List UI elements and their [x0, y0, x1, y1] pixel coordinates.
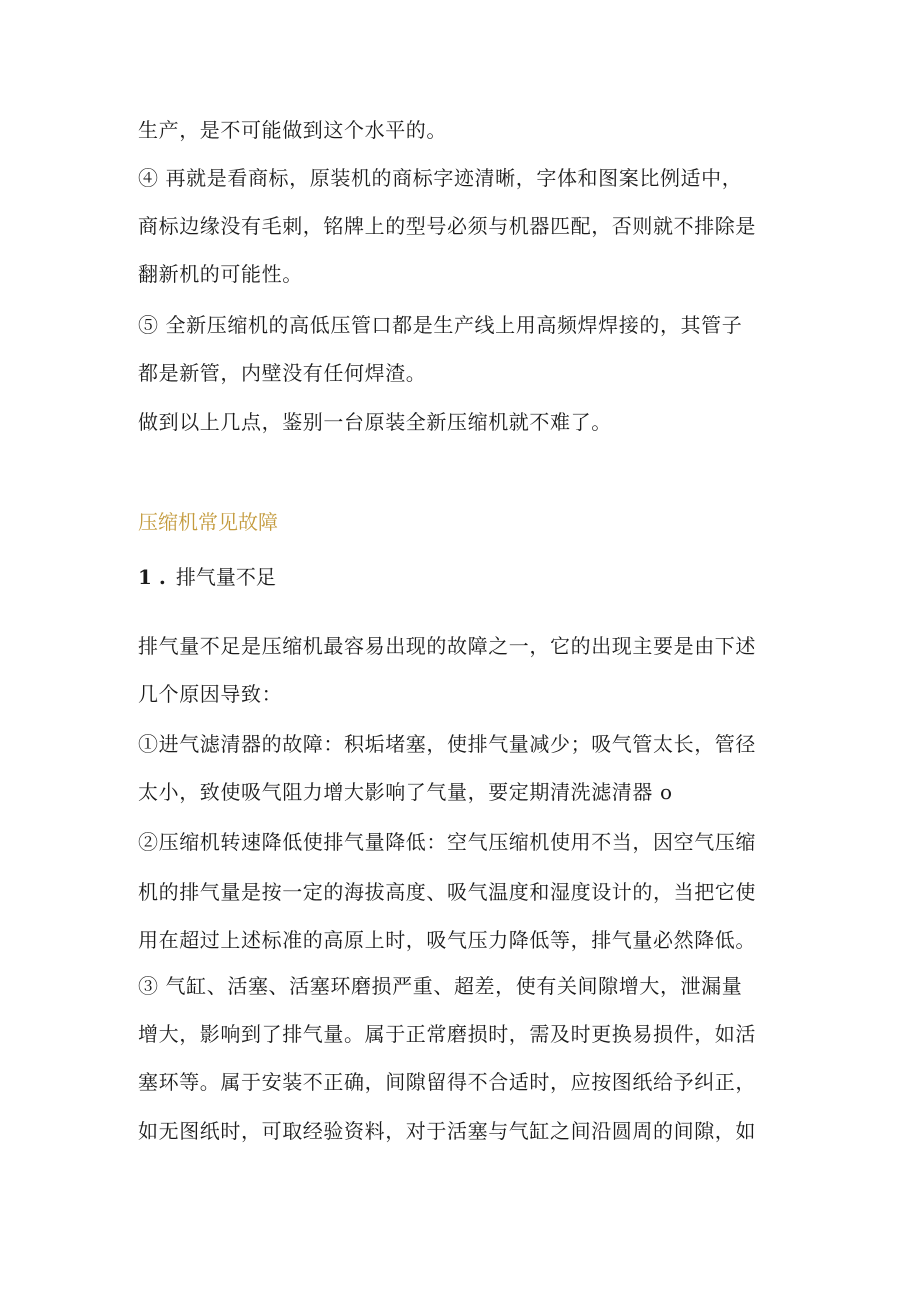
text-line: ①进气滤清器的故障：积垢堵塞，使排气量减少；吸气管太长，管径: [138, 732, 756, 756]
text-line: 生产，是不可能做到这个水平的。: [138, 118, 447, 142]
text-line: 翻新机的可能性。: [138, 262, 303, 286]
text-line: 太小，致使吸气阻力增大影响了气量，要定期清洗滤清器 o: [138, 780, 673, 804]
text-line: ②压缩机转速降低使排气量降低：空气压缩机使用不当，因空气压缩: [138, 830, 756, 854]
text-line: 用在超过上述标准的高原上时，吸气压力降低等，排气量必然降低。: [138, 928, 756, 952]
text-line: 如无图纸时，可取经验资料，对于活塞与气缸之间沿圆周的间隙，如: [138, 1119, 756, 1143]
text-line: 商标边缘没有毛刺，铭牌上的型号必须与机器匹配，否则就不排除是: [138, 214, 756, 238]
text-line: 机的排气量是按一定的海拔高度、吸气温度和湿度设计的，当把它使: [138, 880, 756, 904]
text-line: 都是新管，内壁没有任何焊渣。: [138, 361, 427, 385]
text-line: ③ 气缸、活塞、活塞环磨损严重、超差，使有关间隙增大，泄漏量: [138, 974, 743, 998]
section-heading: 压缩机常见故障: [138, 510, 278, 534]
text-line: ④ 再就是看商标，原装机的商标字迹清晰，字体和图案比例适中，: [138, 166, 743, 190]
text-line: 排气量不足是压缩机最容易出现的故障之一，它的出现主要是由下述: [138, 634, 756, 658]
subheading: [138, 563, 276, 591]
text-line: 增大，影响到了排气量。属于正常磨损时，需及时更换易损件，如活: [138, 1022, 756, 1046]
text-line: ⑤ 全新压缩机的高低压管口都是生产线上用高频焊焊接的，其管子: [138, 313, 743, 337]
text-line: 几个原因导致：: [138, 682, 283, 706]
text-line: 做到以上几点，鉴别一台原装全新压缩机就不难了。: [138, 410, 612, 434]
text-line: 塞环等。属于安装不正确，间隙留得不合适时，应按图纸给予纠正，: [138, 1070, 756, 1094]
subheading-text: 排气量不足: [175, 565, 276, 589]
subheading-number: 1 .: [138, 565, 166, 589]
